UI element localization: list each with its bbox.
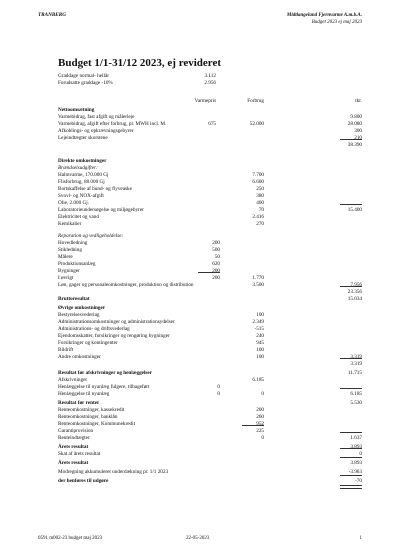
row-value-c4: 210 bbox=[354, 135, 362, 141]
row-value-c4: 11.715 bbox=[347, 370, 362, 376]
row-value-c2: 225 bbox=[256, 428, 264, 434]
table-row bbox=[58, 400, 362, 407]
row-label: Brændselsudgifter: bbox=[58, 165, 98, 171]
row-value-c2: 0 bbox=[261, 435, 264, 441]
table-row bbox=[58, 305, 362, 312]
sum-rule bbox=[340, 388, 362, 389]
row-value-c4: 3.319 bbox=[350, 354, 362, 360]
subtotal-row bbox=[58, 289, 362, 296]
row-value-c4: 0 bbox=[359, 451, 362, 457]
row-value-c4: 3.893 bbox=[350, 460, 362, 466]
sum-rule bbox=[340, 488, 362, 489]
table-row bbox=[58, 73, 362, 80]
table-row bbox=[58, 296, 362, 303]
table-row bbox=[58, 261, 362, 268]
table-row bbox=[58, 172, 362, 179]
row-label: Øvrige omkostninger bbox=[58, 305, 106, 311]
row-value-c2: 0 bbox=[261, 391, 264, 397]
row-value-c2: 945 bbox=[256, 340, 264, 346]
row-label: Bruttoresultat bbox=[58, 296, 90, 302]
sum-rule bbox=[340, 286, 362, 287]
row-value-c1: Varmepris bbox=[194, 98, 216, 104]
subtotal-row bbox=[58, 361, 362, 368]
row-value-cx: 0 bbox=[217, 391, 220, 397]
row-value-c2: 6.185 bbox=[252, 377, 264, 383]
row-label: Laboratorieundersøgelse og miljøgebyrer bbox=[58, 207, 144, 213]
row-value-c4: 3.893 bbox=[350, 444, 362, 450]
row-label: Årets resultat bbox=[58, 460, 89, 466]
row-label: Hovedledning bbox=[58, 240, 88, 246]
row-label: Direkte omkostninger bbox=[58, 158, 107, 164]
row-label: Løn, gager og personaleomkostninger, produktion og distribution bbox=[58, 282, 194, 288]
table-row bbox=[58, 347, 362, 354]
row-value-cx: 0 bbox=[217, 384, 220, 390]
row-value-c4: 3.319 bbox=[350, 361, 362, 367]
table-row bbox=[58, 451, 362, 458]
row-value-c2: 3.500 bbox=[252, 282, 264, 288]
subtotal-row bbox=[58, 142, 362, 149]
row-label: Resultat før afskrivninger og henlæggelser bbox=[58, 370, 153, 376]
table-row bbox=[58, 370, 362, 377]
row-value-c4: 15.400 bbox=[347, 207, 362, 213]
row-value-c4: 9.800 bbox=[350, 114, 362, 120]
row-label: Garantiprovision bbox=[58, 428, 94, 434]
row-label: Lejeindtægter skorstene bbox=[58, 135, 108, 141]
row-value-c2: 7.700 bbox=[252, 172, 264, 178]
row-value-cx: 200 bbox=[212, 268, 220, 274]
table-row bbox=[58, 233, 362, 240]
table-row bbox=[58, 186, 362, 193]
table-row bbox=[58, 428, 362, 435]
sum-rule bbox=[340, 448, 362, 449]
page-title: Budget 1/1-31/12 2023, ej revideret bbox=[58, 57, 222, 69]
row-label: Henlæggelse til nyanlæg fulgere, tilbageført bbox=[58, 384, 150, 390]
row-value-c2: 2.416 bbox=[252, 214, 264, 220]
row-value-c4: 28.080 bbox=[347, 121, 362, 127]
row-value-c1: 3.112 bbox=[204, 73, 216, 79]
table-row bbox=[58, 165, 362, 172]
row-value-c2: 250 bbox=[256, 186, 264, 192]
row-label: Bestyrelsesvederlag bbox=[58, 312, 100, 318]
client-name: Midtlangeland Fjernvarme A.m.b.A. bbox=[286, 13, 362, 18]
table-row bbox=[58, 254, 362, 261]
row-label: Ejendomsskatter, forsikringer og rengøring bygninger bbox=[58, 333, 170, 339]
row-value-c1: 675 bbox=[208, 121, 216, 127]
row-value-cx: 200 bbox=[212, 275, 220, 281]
footer-page-number: 1 bbox=[359, 536, 362, 541]
table-row bbox=[58, 354, 362, 361]
row-label: Elektricitet og vand bbox=[58, 214, 99, 220]
footer-file: 0591 m002-23 budget maj 2023 bbox=[38, 536, 103, 541]
table-row bbox=[58, 207, 362, 214]
row-value-c2: 200 bbox=[256, 407, 264, 413]
row-value-c2: 260 bbox=[256, 414, 264, 420]
sum-rule bbox=[340, 475, 362, 476]
row-label: Renteomkostninger, kassekredit bbox=[58, 407, 125, 413]
row-value-cx: 50 bbox=[214, 254, 220, 260]
row-value-c2: 952 bbox=[256, 421, 264, 427]
table-row bbox=[58, 421, 362, 428]
sum-rule bbox=[340, 139, 362, 140]
row-label: Bortskaffelse af bund- og flyveaske bbox=[58, 186, 132, 192]
row-label: Årets resultat bbox=[58, 444, 89, 450]
row-value-c2: 100 bbox=[256, 347, 264, 353]
row-value-c2: 240 bbox=[256, 333, 264, 339]
table-row bbox=[58, 158, 362, 165]
table-row bbox=[58, 221, 362, 228]
document-header bbox=[287, 12, 362, 26]
row-value-c4: 6.185 bbox=[350, 391, 362, 397]
row-label: Halmvarme, 170.000 Gj bbox=[58, 172, 109, 178]
table-row bbox=[58, 107, 362, 114]
row-label: Henlæggelse til nyanlæg bbox=[58, 391, 110, 397]
table-row bbox=[58, 384, 362, 391]
row-label: I øvrigt bbox=[58, 275, 74, 281]
row-value-c2: 70 bbox=[258, 207, 264, 213]
row-label: der henføres til udgøre bbox=[58, 478, 109, 484]
table-row bbox=[58, 80, 362, 87]
table-row bbox=[58, 200, 362, 207]
table-row bbox=[58, 179, 362, 186]
footer-date: 22-05-2023 bbox=[186, 536, 210, 541]
row-value-c2: 6.600 bbox=[252, 179, 264, 185]
table-row bbox=[58, 407, 362, 414]
row-value-c2: 2.349 bbox=[252, 319, 264, 325]
row-label: Nettoomsætning bbox=[58, 107, 95, 113]
table-row bbox=[58, 444, 362, 451]
row-label: Stikledning bbox=[58, 247, 82, 253]
row-value-c1: 2.956 bbox=[204, 80, 216, 86]
table-row bbox=[58, 319, 362, 326]
row-value-cx: 500 bbox=[212, 247, 220, 253]
row-label: Andre omkostninger bbox=[58, 354, 101, 360]
table-row bbox=[58, 135, 362, 142]
row-label: Bygninger bbox=[58, 268, 80, 274]
row-label: Målere bbox=[58, 254, 73, 260]
sum-rule bbox=[242, 425, 264, 426]
table-row bbox=[58, 377, 362, 384]
table-row bbox=[58, 214, 362, 221]
table-row bbox=[58, 333, 362, 340]
row-value-c2: 1.770 bbox=[252, 275, 264, 281]
table-row bbox=[58, 275, 362, 282]
subtotal-row bbox=[58, 98, 362, 105]
sum-rule bbox=[340, 432, 362, 433]
sum-rule bbox=[340, 457, 362, 458]
row-label: Resultat før renter bbox=[58, 400, 100, 406]
row-label: Produktionsanlæg bbox=[58, 261, 96, 267]
row-label: Flisforbrug, 88.000 Gj bbox=[58, 179, 105, 185]
table-row bbox=[58, 128, 362, 135]
row-value-c4: 300 bbox=[354, 128, 362, 134]
table-row bbox=[58, 240, 362, 247]
row-label: Skat af årets resultat bbox=[58, 451, 101, 457]
row-label: Forudsatte graddage -10% bbox=[58, 80, 113, 86]
row-value-c2: 100 bbox=[256, 354, 264, 360]
row-label: Varmebidrag, fast afgift og målerleje bbox=[58, 114, 135, 120]
row-label: Varmebidrag, afgift efter forbrug, pr. MWH incl. M. bbox=[58, 121, 167, 127]
sum-rule bbox=[198, 272, 220, 273]
table-row bbox=[58, 460, 362, 467]
sum-rule bbox=[340, 485, 362, 486]
row-label: Renteomkostninger, Kommunekredit bbox=[58, 421, 136, 427]
row-label: Administrationsomkostninger og administrationsydelser bbox=[58, 319, 175, 325]
table-row bbox=[58, 114, 362, 121]
row-label: Renteomkostninger, banklån bbox=[58, 414, 118, 420]
document-subtitle: Budget 2023 ej maj 2023 bbox=[311, 20, 362, 25]
row-value-c4: 38.390 bbox=[347, 142, 362, 148]
row-value-c2: Forbrug bbox=[247, 98, 264, 104]
table-row bbox=[58, 478, 362, 485]
row-label: Olie, 2.000 Gj. bbox=[58, 200, 89, 206]
sum-rule bbox=[340, 358, 362, 359]
row-value-c4: -3.963 bbox=[348, 469, 362, 475]
row-value-c2: 100 bbox=[256, 312, 264, 318]
row-value-c4: -70 bbox=[355, 478, 362, 484]
row-value-cx: 200 bbox=[212, 240, 220, 246]
table-row bbox=[58, 312, 362, 319]
row-value-c4: 1.637 bbox=[350, 435, 362, 441]
row-value-c2: 400 bbox=[256, 200, 264, 206]
row-label: Renteindtægter bbox=[58, 435, 90, 441]
row-value-c4: 7.956 bbox=[350, 282, 362, 288]
row-value-c4: 5.530 bbox=[350, 400, 362, 406]
table-row bbox=[58, 391, 362, 398]
table-row bbox=[58, 435, 362, 442]
table-row bbox=[58, 282, 362, 289]
row-label: Modregning akkumuleret underdækning pr. 1/1 2023 bbox=[58, 469, 169, 475]
row-value-c4: tkr. bbox=[355, 98, 362, 104]
row-label: Administrations- og driftsvederlag bbox=[58, 326, 130, 332]
row-value-c2: 52.000 bbox=[249, 121, 264, 127]
table-row bbox=[58, 247, 362, 254]
row-value-c2: 380 bbox=[256, 193, 264, 199]
table-row bbox=[58, 340, 362, 347]
row-label: Afskrivninger bbox=[58, 377, 88, 383]
row-value-c2: 270 bbox=[256, 221, 264, 227]
row-value-c2: -515 bbox=[254, 326, 264, 332]
table-row bbox=[58, 193, 362, 200]
row-label: Kemikalier bbox=[58, 221, 82, 227]
table-row bbox=[58, 469, 362, 476]
company-mark: TRANBERG bbox=[38, 12, 66, 18]
row-label: Svovl- og NOX-afgift bbox=[58, 193, 104, 199]
table-row bbox=[58, 414, 362, 421]
row-value-c4: 23.356 bbox=[347, 289, 362, 295]
table-row bbox=[58, 326, 362, 333]
table-row bbox=[58, 121, 362, 128]
row-value-cx: 620 bbox=[212, 261, 220, 267]
row-label: Graddage normal- hellår bbox=[58, 73, 109, 79]
row-label: Bildrift bbox=[58, 347, 74, 353]
sum-rule bbox=[340, 204, 362, 205]
row-label: Afkoblings- og opkrævningsgebyrer bbox=[58, 128, 134, 134]
row-label: Forsikringer og kontingenter bbox=[58, 340, 118, 346]
row-label: Reparation og vedligeholdelse: bbox=[58, 233, 124, 239]
row-value-c4: 15.034 bbox=[347, 296, 362, 302]
